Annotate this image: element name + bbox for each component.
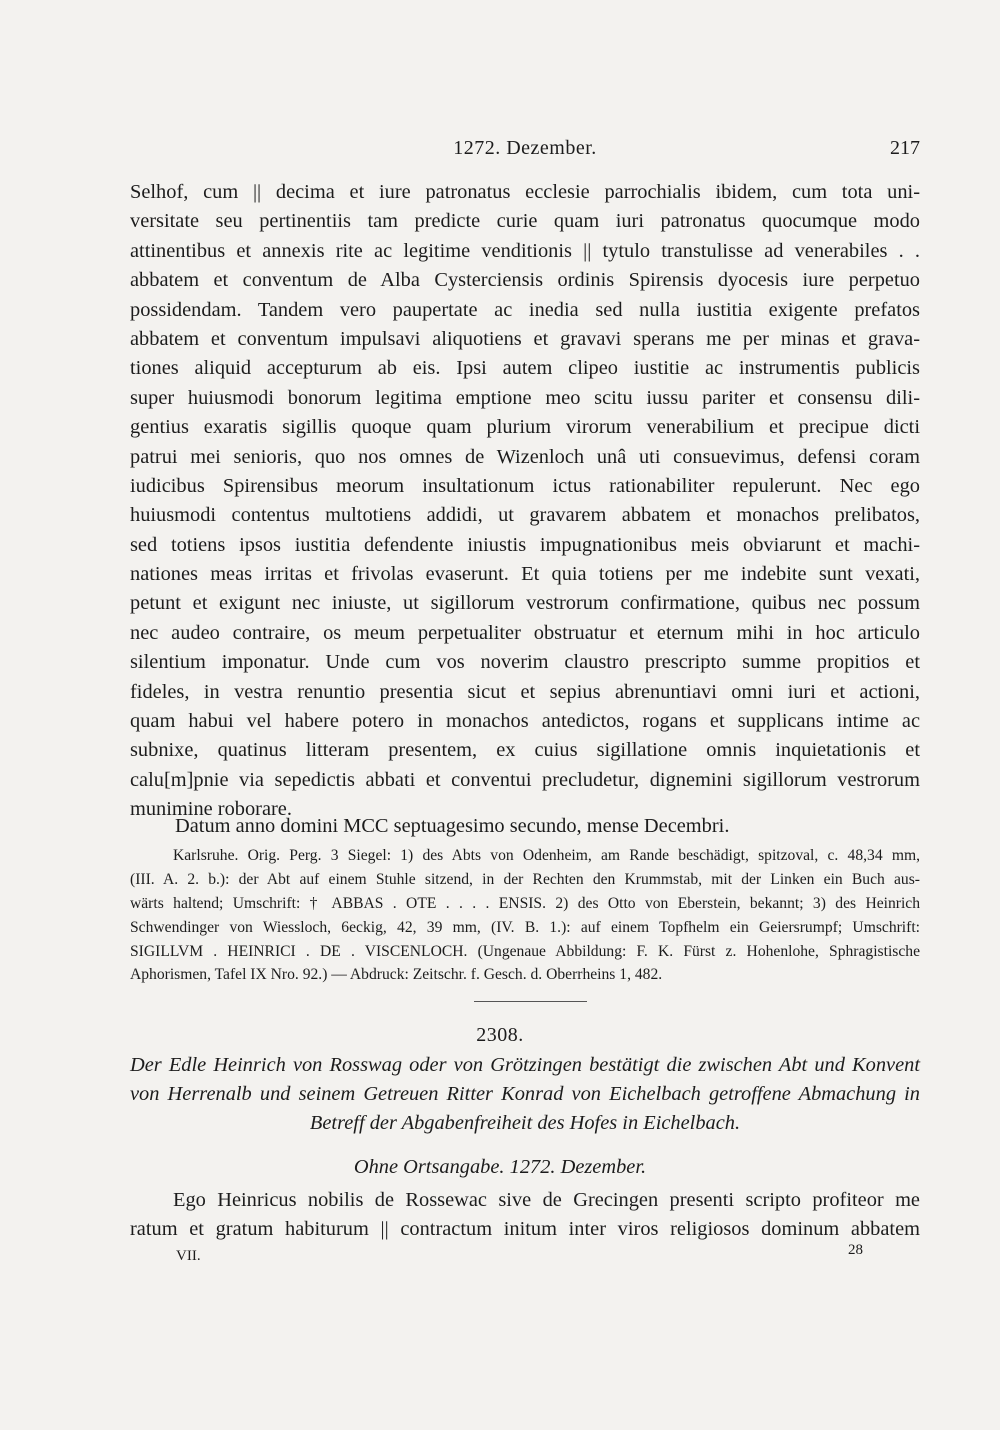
charter-opening-text	[130, 1186, 920, 1245]
text-line: calu[m]pnie via sepedictis abbati et conventui precludetur, dignemini sigillorum vestrorum	[130, 768, 920, 791]
text-line: ratum et gratum habiturum || contractum initum inter viros religiosos dominum abbatem	[130, 1218, 920, 1241]
text-line: patrui mei senioris, quo nos omnes de Wizenloch unâ uti consuevimus, defensi coram	[130, 445, 920, 468]
archival-notes	[130, 844, 920, 987]
document-summary	[130, 1051, 920, 1138]
text-line: possidendam. Tandem vero paupertate ac inedia sed nulla iustitia exigente prefatos	[130, 298, 920, 321]
header-date: 1272. Dezember.	[453, 137, 597, 159]
text-line: gentius exaratis sigillis quoque quam plurium virorum venerabilium et precipue dicti	[130, 416, 920, 439]
text-line: Ego Heinricus nobilis de Rossewac sive de Grecingen presenti scripto profiteor me	[173, 1189, 920, 1211]
charter-text	[130, 178, 920, 825]
text-line: super huiusmodi bonorum legitima emptione meo scitu iussu pariter et consensu dili-	[130, 386, 920, 409]
running-header	[130, 137, 920, 167]
text-line: nec audeo contraire, os meum perpetualiter obstruatur et eternum mihi in hoc articulo	[130, 621, 920, 644]
note-line: Aphorismen, Tafel IX Nro. 92.) — Abdruck: Zeitschr. f. Gesch. d. Oberrheins 1, 482.	[130, 966, 663, 984]
text-line: abbatem et conventum impulsavi aliquotiens et gravavi sperans me per minas et grava-	[130, 327, 920, 350]
summary-line: Der Edle Heinrich von Rosswag oder von Grötzingen bestätigt die zwischen Abt und Konvent	[130, 1054, 920, 1076]
text-line: abbatem et conventum de Alba Cysterciensis ordinis Spirensis dyocesis iure perpetuo	[130, 269, 920, 292]
text-line: fideles, in vestra renuntio presentia sicut et sepius abrenuntiavi omni iuri et actioni,	[130, 680, 920, 703]
text-line: sed totiens ipsos iustitia defendente iniustis impugnationibus meis obviarunt et machi-	[130, 533, 920, 556]
note-line: Schwendinger von Wiessloch, 6eckig, 42, 39 mm, (IV. B. 1.): auf einem Topfhelm ein Geiersrumpf; Umschrift:	[130, 918, 920, 936]
document-number: 2308.	[476, 1024, 524, 1046]
text-line: silentium imponatur. Unde cum vos noverim claustro prescripto summe propitios et	[130, 651, 920, 674]
dating-clause: Datum anno domini MCC septuagesimo secundo, mense Decembri.	[175, 815, 730, 837]
sheet-number: 28	[848, 1242, 863, 1258]
text-line: versitate seu pertinentiis tam predicte curie quam iuri patronatus quocumque modo	[130, 210, 920, 233]
summary-line: von Herrenalb und seinem Getreuen Ritter Konrad von Eichelbach getroffene Abmachung in	[130, 1083, 920, 1105]
text-line: petunt et exigunt nec iniuste, ut sigillorum vestrorum confirmatione, quibus nec possum	[130, 592, 920, 615]
text-line: nationes meas irritas et frivolas evaserunt. Et quia totiens per me indebite sunt vexati,	[130, 563, 920, 586]
text-line: Selhof, cum || decima et iure patronatus ecclesie parrochialis ibidem, cum tota uni-	[130, 181, 920, 203]
text-line: tiones aliquid accepturum ab eis. Ipsi autem clipeo iustitie ac instrumentis publicis	[130, 357, 920, 380]
note-line: SIGILLVM . HEINRICI . DE . VISCENLOCH. (Ungenaue Abbildung: F. K. Fürst z. Hohenlohe, Sphragistische	[130, 942, 920, 960]
section-divider	[474, 1001, 587, 1002]
text-line: quam habui vel habere potero in monachos antedictos, rogans et supplicans intime ac	[130, 710, 920, 733]
printer-signature: VII.	[176, 1248, 201, 1264]
text-line: subnixe, quatinus litteram presentem, ex cuius sigillatione omnis inquietationis et	[130, 739, 920, 762]
place-date: Ohne Ortsangabe. 1272. Dezember.	[353, 1156, 647, 1178]
text-line: munimine roborare.	[130, 798, 292, 821]
summary-line: Betreff der Abgabenfreiheit des Hofes in Eichelbach.	[309, 1112, 741, 1134]
text-line: attinentibus et annexis rite ac legitime venditionis || tytulo transtulisse ad venerabiles . .	[130, 239, 920, 262]
note-line: Karlsruhe. Orig. Perg. 3 Siegel: 1) des Abts von Odenheim, am Rande beschädigt, spitzoval, c. 48,34 mm,	[173, 847, 920, 864]
text-line: iudicibus Spirensibus meorum insultationum ictus rationabiliter repulerunt. Nec ego	[130, 474, 920, 497]
text-line: huiusmodi contentus multotiens addidi, ut gravarem abbatem et monachos prelibatos,	[130, 504, 920, 527]
page-number: 217	[890, 137, 920, 159]
note-line: (III. A. 2. b.): der Abt auf einem Stuhle sitzend, in der Rechten den Krummstab, mit der Linken ein Buch aus-	[130, 870, 920, 888]
note-line: wärts haltend; Umschrift: † ABBAS . OTE . . . . ENSIS. 2) des Otto von Eberstein, bekannt; 3) des Heinrich	[130, 894, 920, 912]
